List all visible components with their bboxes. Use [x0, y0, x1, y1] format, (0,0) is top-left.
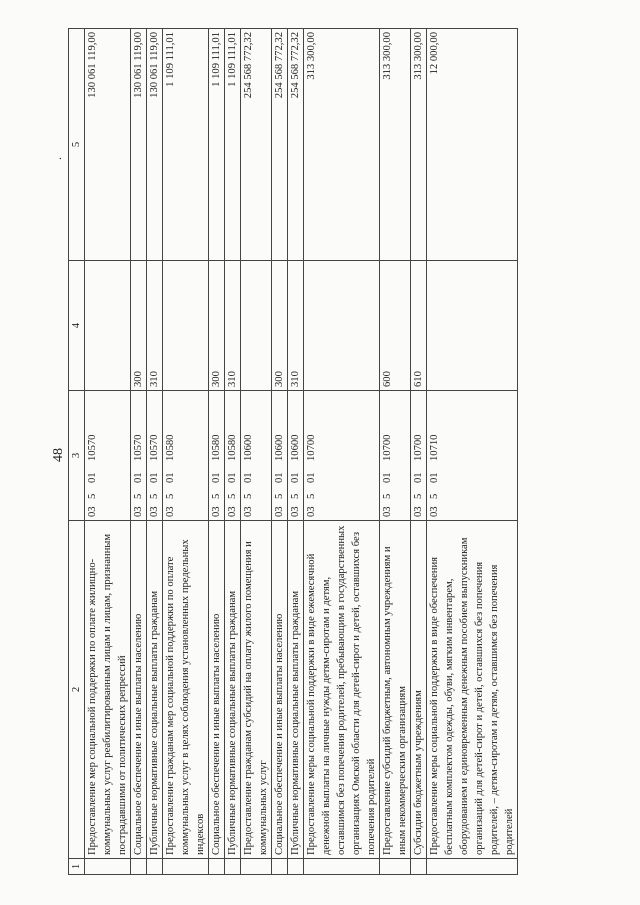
- row-code-part-4: 10580: [165, 434, 176, 461]
- row-code-cell: [163, 391, 209, 521]
- table-row: [147, 29, 163, 875]
- row-code-part-4: 10570: [149, 434, 160, 461]
- table-row: [272, 29, 288, 875]
- row-blank-cell: [209, 859, 225, 875]
- row-vr-cell: 310: [288, 261, 304, 391]
- row-code-part-3: 01: [165, 472, 176, 483]
- row-blank-cell: [225, 859, 241, 875]
- row-vr-cell: 310: [225, 261, 241, 391]
- row-code-part-3: 01: [382, 472, 393, 483]
- row-code-part-1: 03: [290, 506, 301, 517]
- row-code-part-4: 10600: [274, 434, 285, 461]
- row-sum-cell: 313 300,00: [411, 29, 427, 261]
- table-row: [241, 29, 272, 875]
- row-sum-cell: 313 300,00: [304, 29, 380, 261]
- row-blank-cell: [85, 859, 131, 875]
- row-blank-cell: [241, 859, 272, 875]
- row-vr-cell: [304, 261, 380, 391]
- row-code-part-1: 03: [227, 506, 238, 517]
- row-name-cell: Субсидии бюджетным учреждениям: [411, 521, 427, 859]
- row-code-cell: [380, 391, 411, 521]
- row-blank-cell: [288, 859, 304, 875]
- row-blank-cell: [147, 859, 163, 875]
- row-code-cell: [147, 391, 163, 521]
- row-sum-cell: 130 061 119,00: [85, 29, 131, 261]
- row-name-cell: Публичные нормативные социальные выплаты гражданам: [288, 521, 304, 859]
- table-row: [288, 29, 304, 875]
- row-code-part-4: 10580: [227, 434, 238, 461]
- row-vr-cell: [241, 261, 272, 391]
- row-name-cell: Предоставление гражданам мер социальной поддержки по оплате коммунальных услуг в целях соблюдения установленных предельных индексов: [163, 521, 209, 859]
- header-row: [69, 29, 85, 875]
- row-code-part-1: 03: [413, 506, 424, 517]
- row-blank-cell: [272, 859, 288, 875]
- row-code-cell: [241, 391, 272, 521]
- row-code-part-2: 5: [133, 493, 144, 499]
- row-code-part-2: 5: [290, 493, 301, 499]
- row-code-part-4: 10600: [243, 434, 254, 461]
- table-row: [427, 29, 518, 875]
- row-name-cell: Предоставление меры социальной поддержки в виде обеспечения бесплатным комплектом одежды, обуви, мягким инвентарем, оборудованием и единовременным денежным пособием выпускникам организаций для детей-сирот и детей, оставшихся без попечения родителей, – детям-сиротам и детям, оставшимся без попечения родителей: [427, 521, 518, 859]
- row-code-part-3: 01: [211, 472, 222, 483]
- row-code-part-4: 10570: [133, 434, 144, 461]
- row-code-part-4: 10700: [413, 434, 424, 461]
- row-code-cell: [225, 391, 241, 521]
- table-row: [85, 29, 131, 875]
- row-sum-cell: 130 061 119,00: [147, 29, 163, 261]
- row-code-cell: [85, 391, 131, 521]
- row-code-part-3: 01: [274, 472, 285, 483]
- row-vr-cell: 300: [272, 261, 288, 391]
- column-header-5: 5: [69, 29, 85, 261]
- row-code-cell: [304, 391, 380, 521]
- row-sum-cell: 12 000,00: [427, 29, 518, 261]
- table-body: [69, 29, 518, 875]
- row-name-cell: Предоставление субсидий бюджетным, автономным учреждениям и иным некоммерческим организациям: [380, 521, 411, 859]
- row-code-part-2: 5: [149, 493, 160, 499]
- row-code-cell: [272, 391, 288, 521]
- row-name-cell: Публичные нормативные социальные выплаты гражданам: [147, 521, 163, 859]
- row-name-cell: Предоставление гражданам субсидий на оплату жилого помещения и коммунальных услуг: [241, 521, 272, 859]
- row-code-part-2: 5: [274, 493, 285, 499]
- row-code-part-1: 03: [165, 506, 176, 517]
- row-code-part-1: 03: [274, 506, 285, 517]
- column-header-4: 4: [69, 261, 85, 391]
- row-blank-cell: [380, 859, 411, 875]
- row-code-part-3: 01: [429, 472, 440, 483]
- row-name-cell: Предоставление мер социальной поддержки по оплате жилищно-коммунальных услуг реабилитированным лицам и лицам, признанным пострадавшими от политических репрессий: [85, 521, 131, 859]
- table-row: [225, 29, 241, 875]
- row-code-cell: [427, 391, 518, 521]
- row-vr-cell: [427, 261, 518, 391]
- table-row: [411, 29, 427, 875]
- row-sum-cell: 313 300,00: [380, 29, 411, 261]
- row-sum-cell: 1 109 111,01: [163, 29, 209, 261]
- page-number: 48: [51, 448, 66, 462]
- row-blank-cell: [411, 859, 427, 875]
- column-header-2: 2: [69, 521, 85, 859]
- row-sum-cell: 1 109 111,01: [209, 29, 225, 261]
- scan-speck: .: [50, 157, 64, 160]
- table-row: [304, 29, 380, 875]
- row-code-part-3: 01: [87, 472, 98, 483]
- row-blank-cell: [163, 859, 209, 875]
- row-blank-cell: [131, 859, 147, 875]
- row-vr-cell: [163, 261, 209, 391]
- column-header-1: 1: [69, 859, 85, 875]
- row-code-part-3: 01: [227, 472, 238, 483]
- row-code-part-2: 5: [227, 493, 238, 499]
- row-code-part-1: 03: [306, 506, 317, 517]
- row-code-part-1: 03: [382, 506, 393, 517]
- row-code-part-2: 5: [413, 493, 424, 499]
- row-code-part-4: 10600: [290, 434, 301, 461]
- row-code-part-1: 03: [429, 506, 440, 517]
- row-vr-cell: 310: [147, 261, 163, 391]
- row-sum-cell: 254 568 772,32: [241, 29, 272, 261]
- row-vr-cell: 610: [411, 261, 427, 391]
- row-code-cell: [411, 391, 427, 521]
- row-name-cell: Предоставление меры социальной поддержки в виде ежемесячной денежной выплаты на личные нужды детям-сиротам и детям, оставшимся без попечения родителей, пребывающим в государственных организациях Омской области для детей-сирот и детей, оставшихся без попечения родителей: [304, 521, 380, 859]
- row-code-part-1: 03: [149, 506, 160, 517]
- row-vr-cell: [85, 261, 131, 391]
- row-name-cell: Социальное обеспечение и иные выплаты населению: [272, 521, 288, 859]
- row-code-part-4: 10580: [211, 434, 222, 461]
- budget-table: [68, 28, 518, 875]
- row-code-part-2: 5: [306, 493, 317, 499]
- row-code-part-2: 5: [211, 493, 222, 499]
- table-row: [163, 29, 209, 875]
- row-code-part-2: 5: [429, 493, 440, 499]
- row-code-cell: [288, 391, 304, 521]
- row-code-part-2: 5: [382, 493, 393, 499]
- row-sum-cell: 254 568 772,32: [272, 29, 288, 261]
- row-code-part-3: 01: [413, 472, 424, 483]
- row-code-part-3: 01: [243, 472, 254, 483]
- table-row: [131, 29, 147, 875]
- row-blank-cell: [304, 859, 380, 875]
- table-row: [380, 29, 411, 875]
- row-code-part-4: 10570: [87, 434, 98, 461]
- row-code-part-4: 10700: [306, 434, 317, 461]
- row-name-cell: Публичные нормативные социальные выплаты гражданам: [225, 521, 241, 859]
- row-code-cell: [209, 391, 225, 521]
- row-name-cell: Социальное обеспечение и иные выплаты населению: [131, 521, 147, 859]
- row-code-part-3: 01: [133, 472, 144, 483]
- row-code-part-3: 01: [290, 472, 301, 483]
- row-vr-cell: 300: [209, 261, 225, 391]
- row-code-part-2: 5: [87, 493, 98, 499]
- row-sum-cell: 1 109 111,01: [225, 29, 241, 261]
- row-code-part-1: 03: [211, 506, 222, 517]
- row-code-part-3: 01: [306, 472, 317, 483]
- row-code-cell: [131, 391, 147, 521]
- row-blank-cell: [427, 859, 518, 875]
- row-code-part-1: 03: [87, 506, 98, 517]
- row-code-part-4: 10700: [382, 434, 393, 461]
- row-code-part-3: 01: [149, 472, 160, 483]
- row-sum-cell: 130 061 119,00: [131, 29, 147, 261]
- row-code-part-1: 03: [133, 506, 144, 517]
- row-code-part-4: 10710: [429, 434, 440, 461]
- column-header-3: 3: [69, 391, 85, 521]
- row-name-cell: Социальное обеспечение и иные выплаты населению: [209, 521, 225, 859]
- row-code-part-1: 03: [243, 506, 254, 517]
- row-code-part-2: 5: [243, 493, 254, 499]
- row-code-part-2: 5: [165, 493, 176, 499]
- row-sum-cell: 254 568 772,32: [288, 29, 304, 261]
- row-vr-cell: 600: [380, 261, 411, 391]
- row-vr-cell: 300: [131, 261, 147, 391]
- table-row: [209, 29, 225, 875]
